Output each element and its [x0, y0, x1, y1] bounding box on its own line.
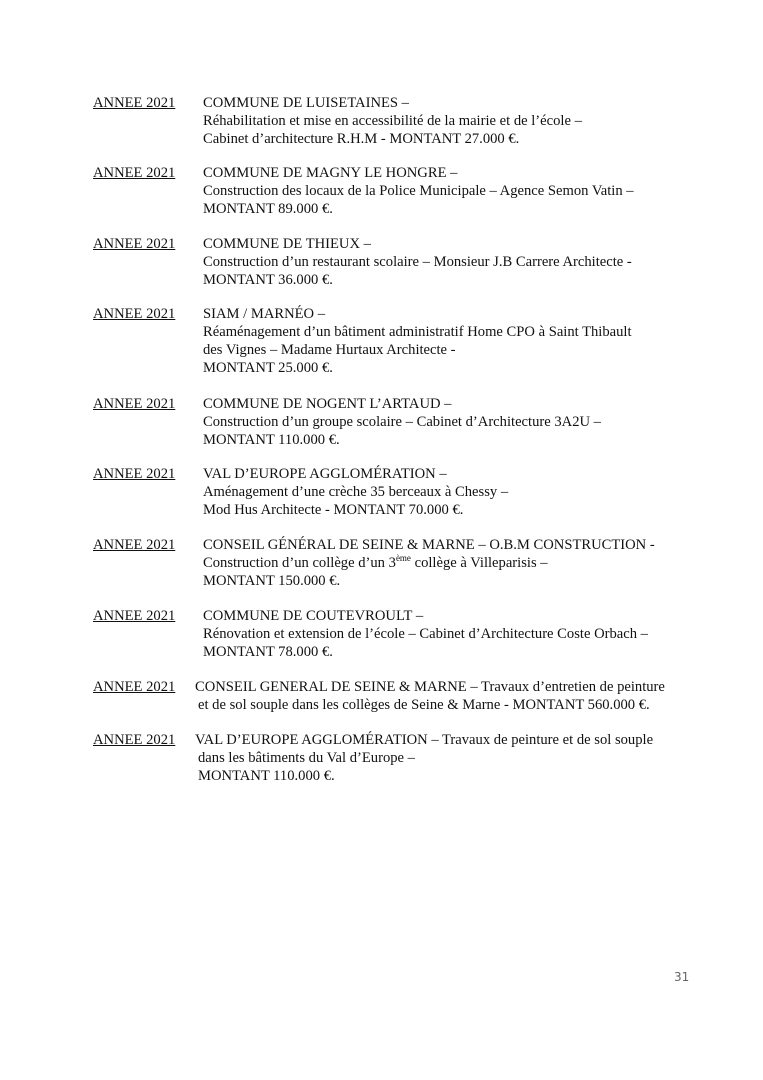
entry-line-part: collège à Villeparisis – [410, 555, 548, 571]
entry-line: MONTANT 110.000 €. [203, 432, 340, 448]
page-number: 31 [674, 970, 690, 984]
entry-year: ANNEE 2021 [93, 679, 176, 695]
entry-line: Construction d’un restaurant scolaire – Monsieur J.B Carrere Architecte - [203, 254, 632, 270]
entry-line: MONTANT 36.000 €. [203, 272, 333, 288]
entry-line: MONTANT 78.000 €. [203, 644, 333, 660]
entry-line: COMMUNE DE COUTEVROULT – [203, 608, 424, 624]
entry-line: Mod Hus Architecte - MONTANT 70.000 €. [203, 502, 464, 518]
entry-body [203, 235, 713, 289]
entry-line: COMMUNE DE LUISETAINES – [203, 95, 409, 111]
entry-line: Construction d’un groupe scolaire – Cabinet d’Architecture 3A2U – [203, 414, 601, 430]
entry-body [203, 164, 713, 218]
entry-line-part: Construction d’un collège d’un 3 [203, 555, 396, 571]
entry-line [203, 554, 713, 572]
entry-body [195, 678, 705, 714]
entry-year: ANNEE 2021 [93, 236, 176, 252]
entry-line: COMMUNE DE MAGNY LE HONGRE – [203, 165, 458, 181]
entry-body [203, 536, 713, 590]
entry-body [203, 607, 713, 661]
entry-line: Réhabilitation et mise en accessibilité de la mairie et de l’école – [203, 113, 582, 129]
entry-line: Construction des locaux de la Police Municipale – Agence Semon Vatin – [203, 183, 634, 199]
entry-body [203, 305, 713, 377]
entry-line: Rénovation et extension de l’école – Cabinet d’Architecture Coste Orbach – [203, 626, 648, 642]
entry-line: COMMUNE DE THIEUX – [203, 236, 371, 252]
entry-line: Réaménagement d’un bâtiment administratif Home CPO à Saint Thibault [203, 324, 632, 340]
entry-body [203, 395, 713, 449]
entry-line: CONSEIL GÉNÉRAL DE SEINE & MARNE – O.B.M CONSTRUCTION - [203, 537, 655, 553]
entry-line: MONTANT 25.000 €. [203, 360, 333, 376]
entry-year: ANNEE 2021 [93, 95, 176, 111]
entry-body [203, 465, 713, 519]
entry-line: Aménagement d’une crèche 35 berceaux à Chessy – [203, 484, 509, 500]
entry-line: VAL D’EUROPE AGGLOMÉRATION – [203, 466, 447, 482]
entry-body [195, 731, 705, 785]
entry-line: MONTANT 110.000 €. [198, 768, 335, 784]
entry-year: ANNEE 2021 [93, 396, 176, 412]
entry-line: des Vignes – Madame Hurtaux Architecte - [203, 342, 456, 358]
entry-line: SIAM / MARNÉO – [203, 306, 326, 322]
entry-year: ANNEE 2021 [93, 306, 176, 322]
entry-year: ANNEE 2021 [93, 732, 176, 748]
entry-body [203, 94, 713, 148]
entry-line: CONSEIL GENERAL DE SEINE & MARNE – Travaux d’entretien de peinture [195, 679, 665, 695]
entry-line: MONTANT 150.000 €. [203, 573, 341, 589]
superscript: ème [395, 553, 411, 564]
entry-line: et de sol souple dans les collèges de Seine & Marne - MONTANT 560.000 €. [198, 697, 650, 713]
entry-year: ANNEE 2021 [93, 466, 176, 482]
entry-line: Cabinet d’architecture R.H.M - MONTANT 27.000 €. [203, 131, 520, 147]
entry-line: VAL D’EUROPE AGGLOMÉRATION – Travaux de peinture et de sol souple [195, 732, 654, 748]
entry-line: COMMUNE DE NOGENT L’ARTAUD – [203, 396, 452, 412]
entry-year: ANNEE 2021 [93, 608, 176, 624]
entry-line: MONTANT 89.000 €. [203, 201, 333, 217]
entry-year: ANNEE 2021 [93, 165, 176, 181]
entry-line: dans les bâtiments du Val d’Europe – [198, 750, 415, 766]
entry-year: ANNEE 2021 [93, 537, 176, 553]
